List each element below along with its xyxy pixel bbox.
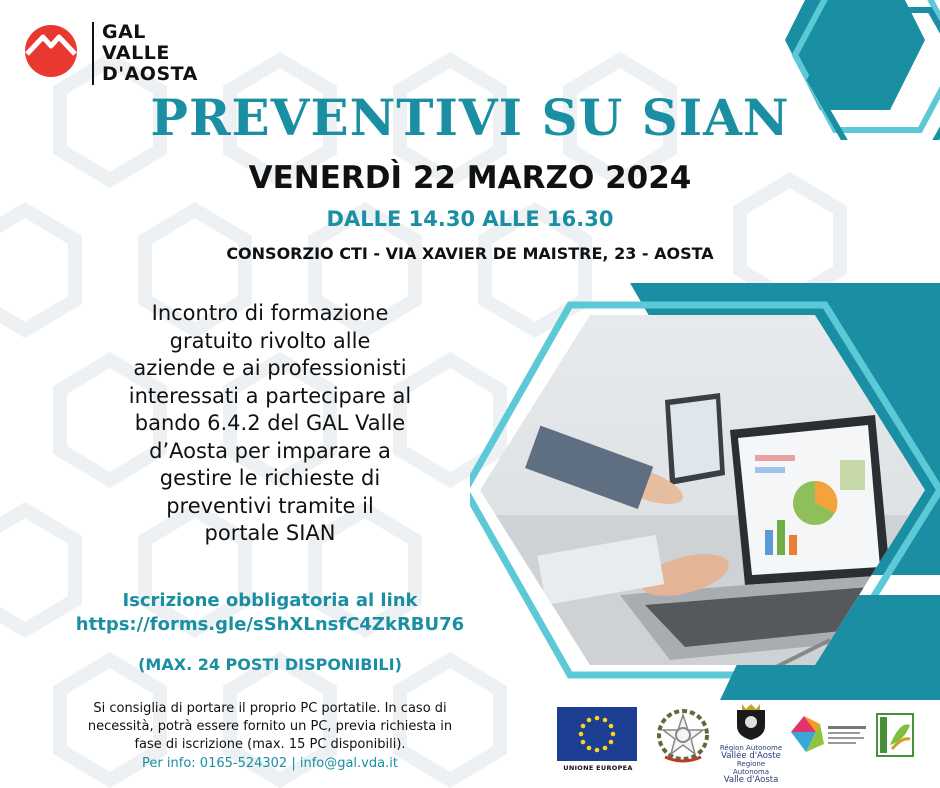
registration-label: Iscrizione obbligatoria al link [122,590,418,611]
photo-hexagon-frame [470,275,940,700]
region-line: Région Autonome [719,744,783,752]
event-date: VENERDÌ 22 MARZO 2024 [248,160,692,196]
description-line: preventivi tramite il [166,493,374,518]
description-line: gratuito rivolto alle [169,328,371,353]
seats-available: (MAX. 24 POSTI DISPONIBILI) [138,655,402,674]
logo-line: GAL [102,21,146,43]
feasr-program-logo-icon [786,712,871,760]
description-line: bando 6.4.2 del GAL Valle [134,411,406,435]
event-time: DALLE 14.30 ALLE 16.30 [326,207,614,231]
gal-logo-wordmark [92,22,198,85]
eu-flag-icon [557,707,637,761]
pc-note [8,700,532,754]
description-line: portale SIAN [204,521,336,545]
event-title: PREVENTIVI SU SIAN [150,88,790,147]
contact-info[interactable]: Per info: 0165-524302 | info@gal.vda.it [142,756,398,771]
eu-label: UNIONE EUROPEA [563,764,633,772]
note-line: necessità, potrà essere fornito un PC, previa richiesta in [87,719,453,734]
note-line: fase di iscrizione (max. 15 PC disponibili). [134,737,406,752]
region-line: Vallée d'Aoste [721,751,781,761]
italian-republic-emblem-icon [655,705,711,767]
logo-line: VALLE [102,42,170,64]
description-line: aziende e ai professionisti [133,356,407,380]
event-place: CONSORZIO CTI - VIA XAVIER DE MAISTRE, 23 - AOSTA [226,244,714,263]
note-line: Si consiglia di portare il proprio PC portatile. In caso di [93,701,447,716]
valle-aosta-crest-icon [733,702,769,742]
registration-link[interactable]: https://forms.gle/sShXLnsfC4ZkRBU76 [75,614,465,635]
description-line: Incontro di formazione [151,301,389,325]
description-line: d’Aosta per imparare a [149,438,391,463]
description-line: interessati a partecipare al [128,383,412,408]
logo-line: D'AOSTA [102,63,198,85]
leader-logo-icon [876,713,914,757]
region-label [718,744,784,784]
region-line: Regione Autonoma [732,760,770,776]
gal-mountain-logo-icon [24,24,78,78]
region-line: Valle d'Aosta [723,775,779,785]
event-description [50,300,490,548]
description-line: gestire le richieste di [159,466,381,490]
